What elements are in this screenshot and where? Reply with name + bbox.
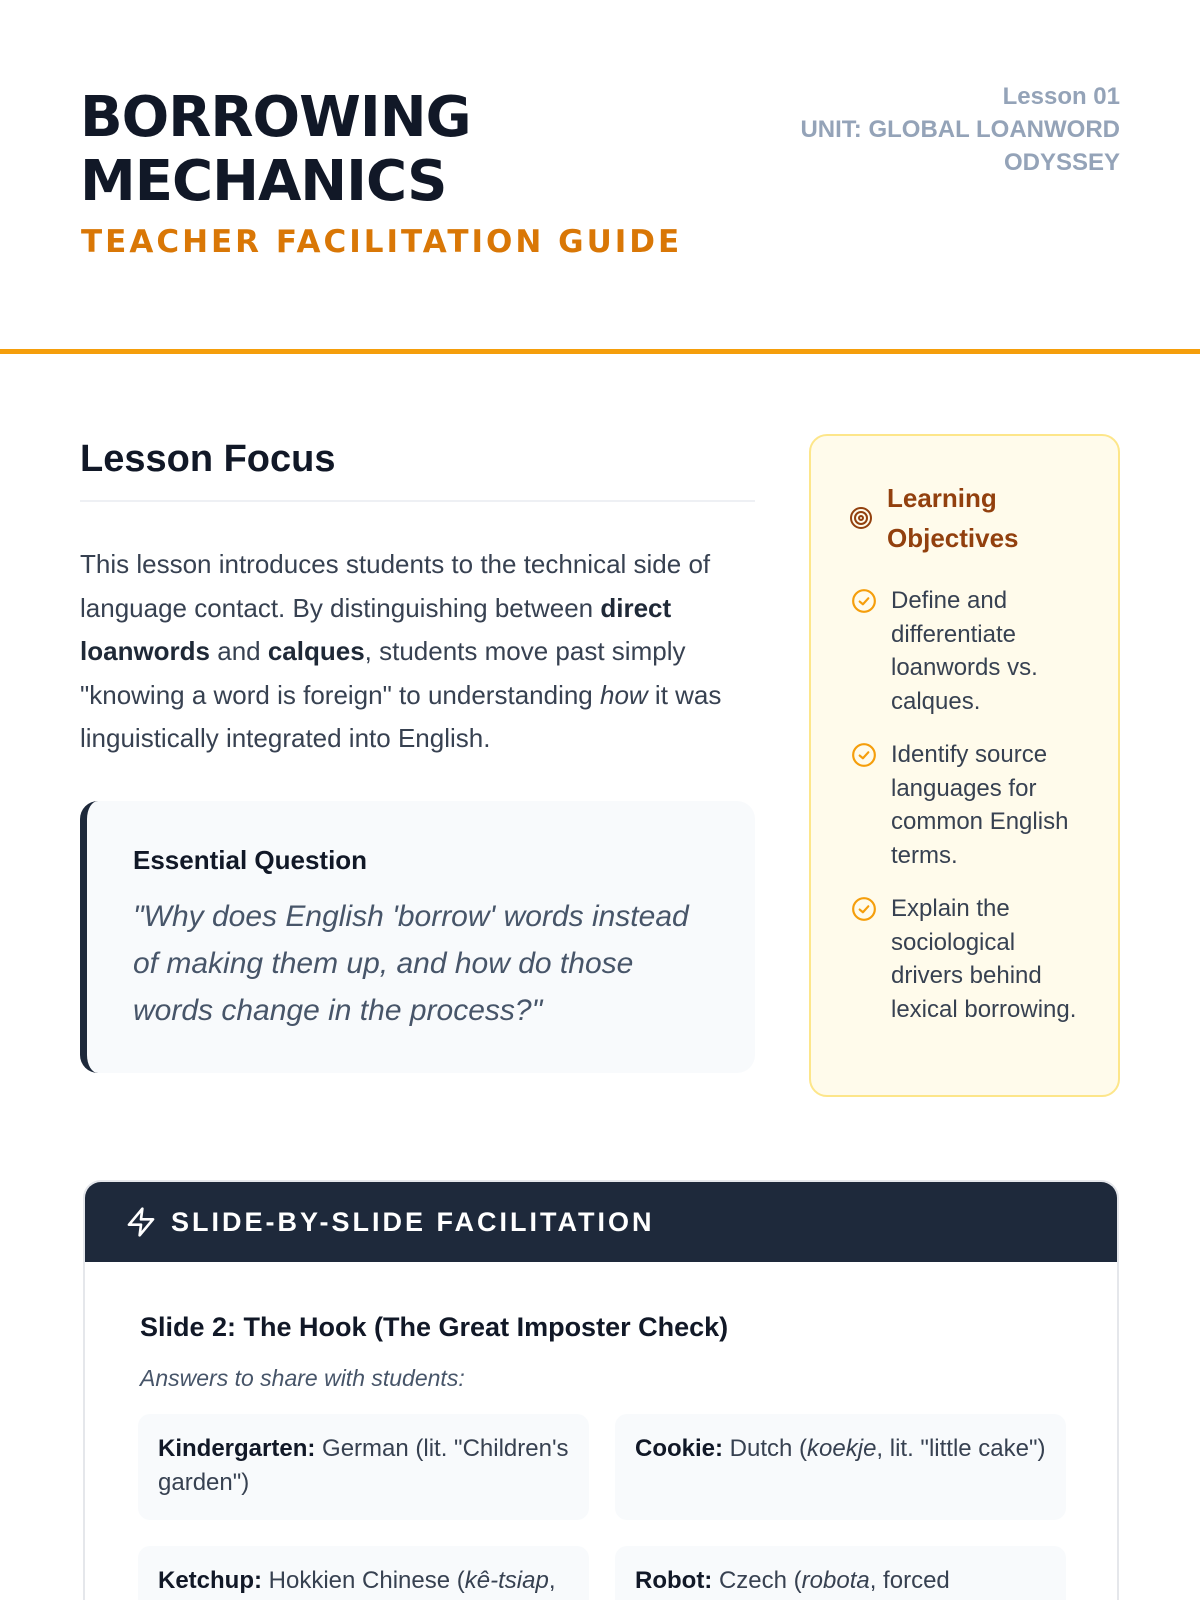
answer-card-ketchup (138, 1546, 589, 1600)
focus-text-part: it was linguistically integrated into English. (80, 679, 722, 753)
objective-item (851, 584, 1091, 718)
slide-facilitation-bar (85, 1182, 1117, 1262)
answer-detail: , forced (869, 1567, 950, 1594)
title-line-2: MECHANICS (80, 149, 447, 214)
objectives-heading (849, 478, 1109, 558)
objective-item (851, 892, 1091, 1026)
lesson-meta (760, 80, 1120, 179)
answer-card-robot (615, 1546, 1066, 1600)
slide-facilitation-title: SLIDE-BY-SLIDE FACILITATION (171, 1206, 655, 1237)
objectives-list (851, 584, 1091, 1046)
answer-source-word: kê-tsiap (464, 1567, 549, 1594)
unit-line-2: ODYSSEY (1003, 149, 1120, 176)
term-loanwords: direct loanwords (80, 592, 672, 666)
answer-detail: Czech ( (712, 1567, 802, 1594)
check-circle-icon (851, 742, 877, 768)
answer-detail: , lit. "little cake") (876, 1435, 1046, 1462)
essential-question-label: Essential Question (133, 845, 368, 875)
slide-facilitation-card (83, 1180, 1119, 1600)
objective-item (851, 738, 1091, 872)
lesson-focus-heading: Lesson Focus (80, 438, 336, 480)
answer-detail: Hokkien Chinese ( (262, 1567, 465, 1594)
answer-source-word: koekje (807, 1435, 877, 1462)
essential-question-box (80, 801, 755, 1073)
objective-text: Define and differentiate loanwords vs. calques. (891, 587, 1038, 715)
target-icon (849, 506, 873, 530)
answer-detail: Dutch ( (723, 1435, 808, 1462)
answer-word: Ketchup: (158, 1567, 262, 1594)
focus-text-part: , students move past simply "knowing a word is foreign" to understanding (80, 636, 686, 710)
title-line-1: BORROWING (80, 85, 471, 150)
answer-source-word: robota (801, 1567, 870, 1594)
slide-2-subtitle: Answers to share with students: (140, 1365, 465, 1391)
answer-detail: German (lit. "Children's garden") (158, 1435, 569, 1496)
term-calques: calques (267, 636, 365, 666)
unit-line-1: UNIT: GLOBAL LOANWORD (800, 116, 1120, 143)
learning-objectives-panel (809, 434, 1120, 1097)
essential-question-quote: "Why does English 'borrow' words instead of making them up, and how do those words change in the process?" (133, 900, 689, 1027)
emphasis-how: how (600, 679, 648, 710)
slide-2-title: Slide 2: The Hook (The Great Imposter Check) (140, 1312, 729, 1342)
check-circle-icon (851, 588, 877, 614)
objective-text: Explain the sociological drivers behind lexical borrowing. (891, 895, 1077, 1023)
answer-word: Cookie: (635, 1435, 724, 1462)
answer-card-kindergarten (138, 1414, 589, 1520)
answer-card-cookie (615, 1414, 1066, 1520)
lightning-icon (125, 1206, 157, 1238)
focus-text-part: This lesson introduces students to the technical side of language contact. By distinguishing between (80, 549, 711, 623)
answer-detail: , (548, 1567, 556, 1594)
objectives-heading-text: Learning Objectives (887, 483, 1019, 553)
objective-text: Identify source languages for common English terms. (891, 741, 1069, 869)
answer-word: Robot: (635, 1567, 713, 1594)
page-title (80, 86, 680, 214)
page-header (0, 0, 1200, 354)
focus-text-part: and (210, 636, 268, 666)
answer-word: Kindergarten: (158, 1435, 316, 1462)
heading-divider (80, 500, 755, 502)
lesson-number: Lesson 01 (1002, 83, 1120, 110)
page-subtitle: TEACHER FACILITATION GUIDE (81, 224, 683, 260)
check-circle-icon (851, 896, 877, 922)
lesson-focus-text (80, 543, 750, 761)
